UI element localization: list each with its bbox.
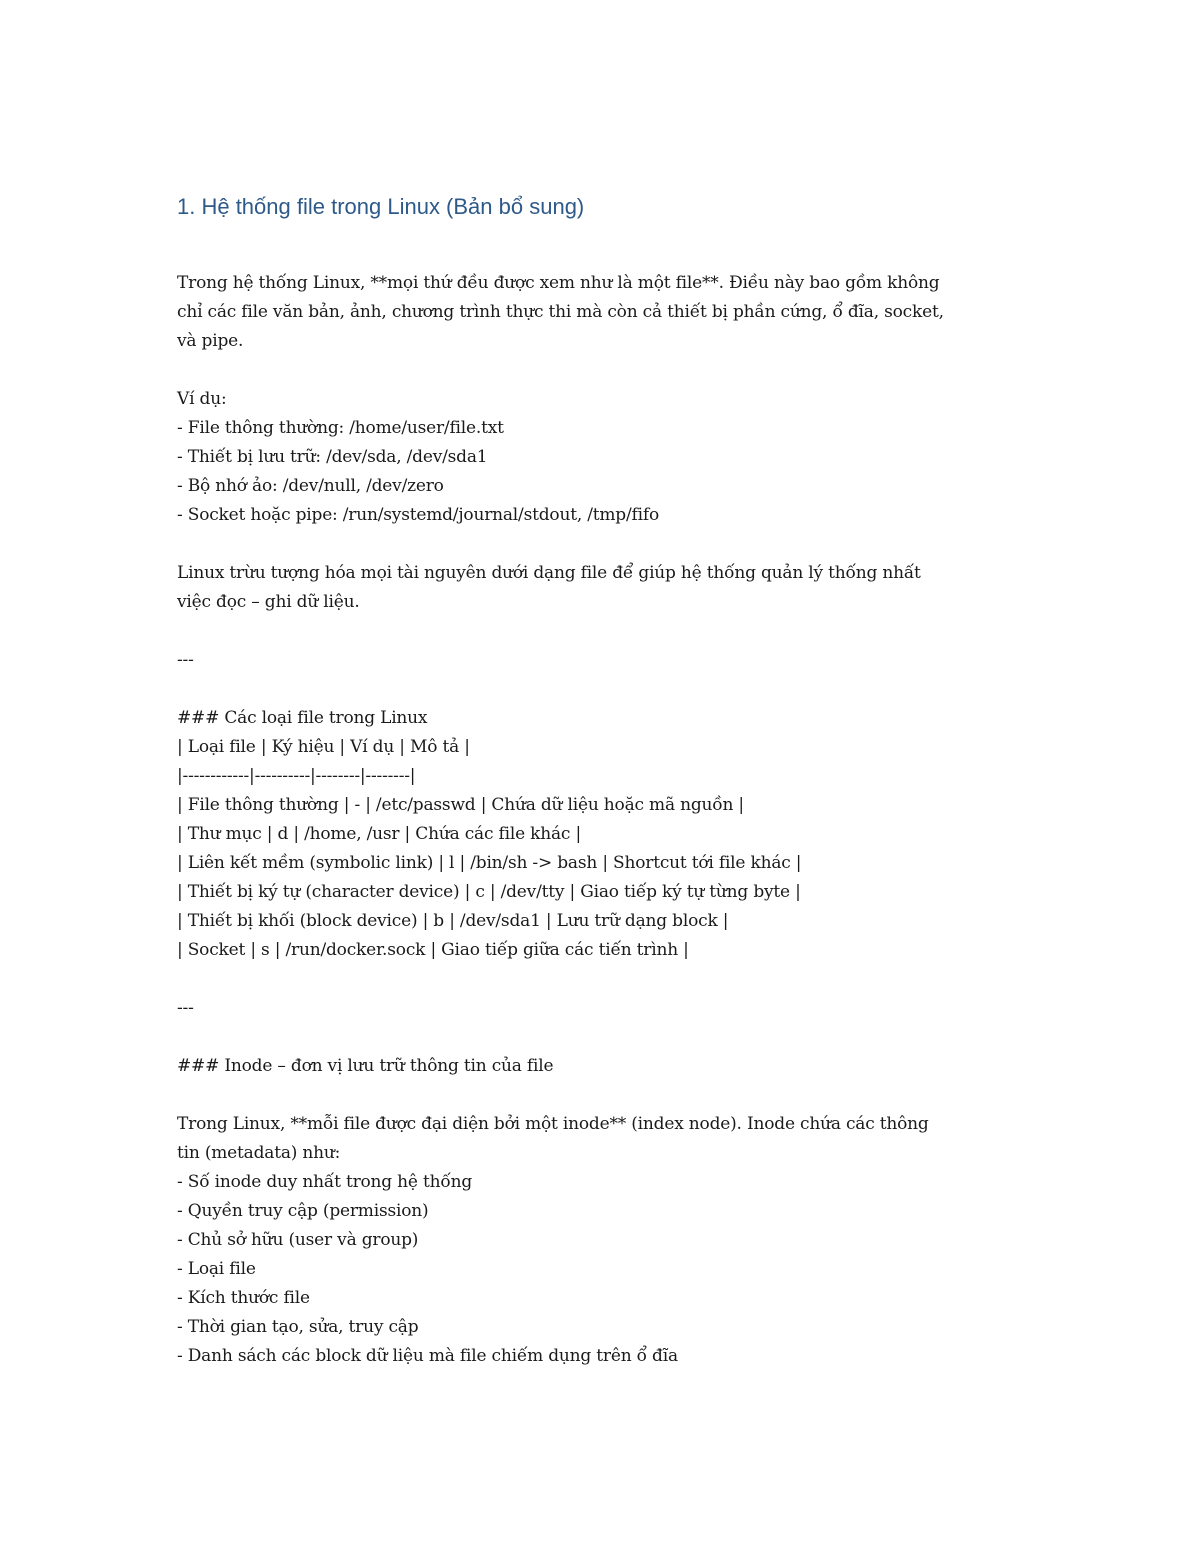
text-line: tin (metadata) như: <box>177 1143 341 1163</box>
text-line: chỉ các file văn bản, ảnh, chương trình thực thi mà còn cả thiết bị phần cứng, ổ đĩa, socket, <box>177 302 944 322</box>
spacer <box>177 617 1027 646</box>
text-line: và pipe. <box>177 331 244 351</box>
list-item: - Danh sách các block dữ liệu mà file chiếm dụng trên ổ đĩa <box>177 1346 678 1366</box>
table-header-row: | Loại file | Ký hiệu | Ví dụ | Mô tả | <box>177 737 470 757</box>
separator: --- <box>177 998 194 1018</box>
spacer <box>177 1081 1027 1110</box>
table-row: | Socket | s | /run/docker.sock | Giao tiếp giữa các tiến trình | <box>177 940 689 960</box>
subsection-heading: ### Các loại file trong Linux <box>177 708 428 728</box>
list-item: - Loại file <box>177 1259 256 1279</box>
list-item: - Số inode duy nhất trong hệ thống <box>177 1172 473 1192</box>
spacer <box>177 1023 1027 1052</box>
table-row: | Liên kết mềm (symbolic link) | l | /bin/sh -> bash | Shortcut tới file khác | <box>177 853 802 873</box>
list-item: - Quyền truy cập (permission) <box>177 1201 429 1221</box>
spacer <box>177 530 1027 559</box>
subsection-heading: ### Inode – đơn vị lưu trữ thông tin của file <box>177 1056 554 1076</box>
list-item: - Thiết bị lưu trữ: /dev/sda, /dev/sda1 <box>177 447 488 467</box>
table-row: | Thư mục | d | /home, /usr | Chứa các file khác | <box>177 824 581 844</box>
spacer <box>177 356 1027 385</box>
table-divider-row: |------------|----------|--------|--------| <box>177 766 416 786</box>
section-heading: 1. Hệ thống file trong Linux (Bản bổ sung) <box>177 194 585 219</box>
intro-paragraph <box>177 269 1027 356</box>
document-content <box>177 190 1027 1371</box>
list-item: - Kích thước file <box>177 1288 310 1308</box>
file-types-table <box>177 704 1027 965</box>
table-row: | Thiết bị ký tự (character device) | c | /dev/tty | Giao tiếp ký tự từng byte | <box>177 882 801 902</box>
table-row: | Thiết bị khối (block device) | b | /dev/sda1 | Lưu trữ dạng block | <box>177 911 729 931</box>
list-item: - Chủ sở hữu (user và group) <box>177 1230 419 1250</box>
list-title: Ví dụ: <box>177 389 227 409</box>
list-item: - Bộ nhớ ảo: /dev/null, /dev/zero <box>177 476 444 496</box>
list-item: - Thời gian tạo, sửa, truy cập <box>177 1317 419 1337</box>
table-row: | File thông thường | - | /etc/passwd | Chứa dữ liệu hoặc mã nguồn | <box>177 795 744 815</box>
list-item: - File thông thường: /home/user/file.txt <box>177 418 504 438</box>
spacer <box>177 224 1027 269</box>
inode-paragraph <box>177 1110 1027 1371</box>
separator: --- <box>177 650 194 670</box>
text-line: Linux trừu tượng hóa mọi tài nguyên dưới dạng file để giúp hệ thống quản lý thống nhất <box>177 563 921 583</box>
text-line: Trong Linux, **mỗi file được đại diện bởi một inode** (index node). Inode chứa các thông <box>177 1114 929 1134</box>
text-line: việc đọc – ghi dữ liệu. <box>177 592 360 612</box>
spacer <box>177 675 1027 704</box>
list-item: - Socket hoặc pipe: /run/systemd/journal/stdout, /tmp/fifo <box>177 505 659 525</box>
abstraction-paragraph <box>177 559 1027 617</box>
text-line: Trong hệ thống Linux, **mọi thứ đều được xem như là một file**. Điều này bao gồm không <box>177 273 940 293</box>
examples-list <box>177 385 1027 530</box>
spacer <box>177 965 1027 994</box>
